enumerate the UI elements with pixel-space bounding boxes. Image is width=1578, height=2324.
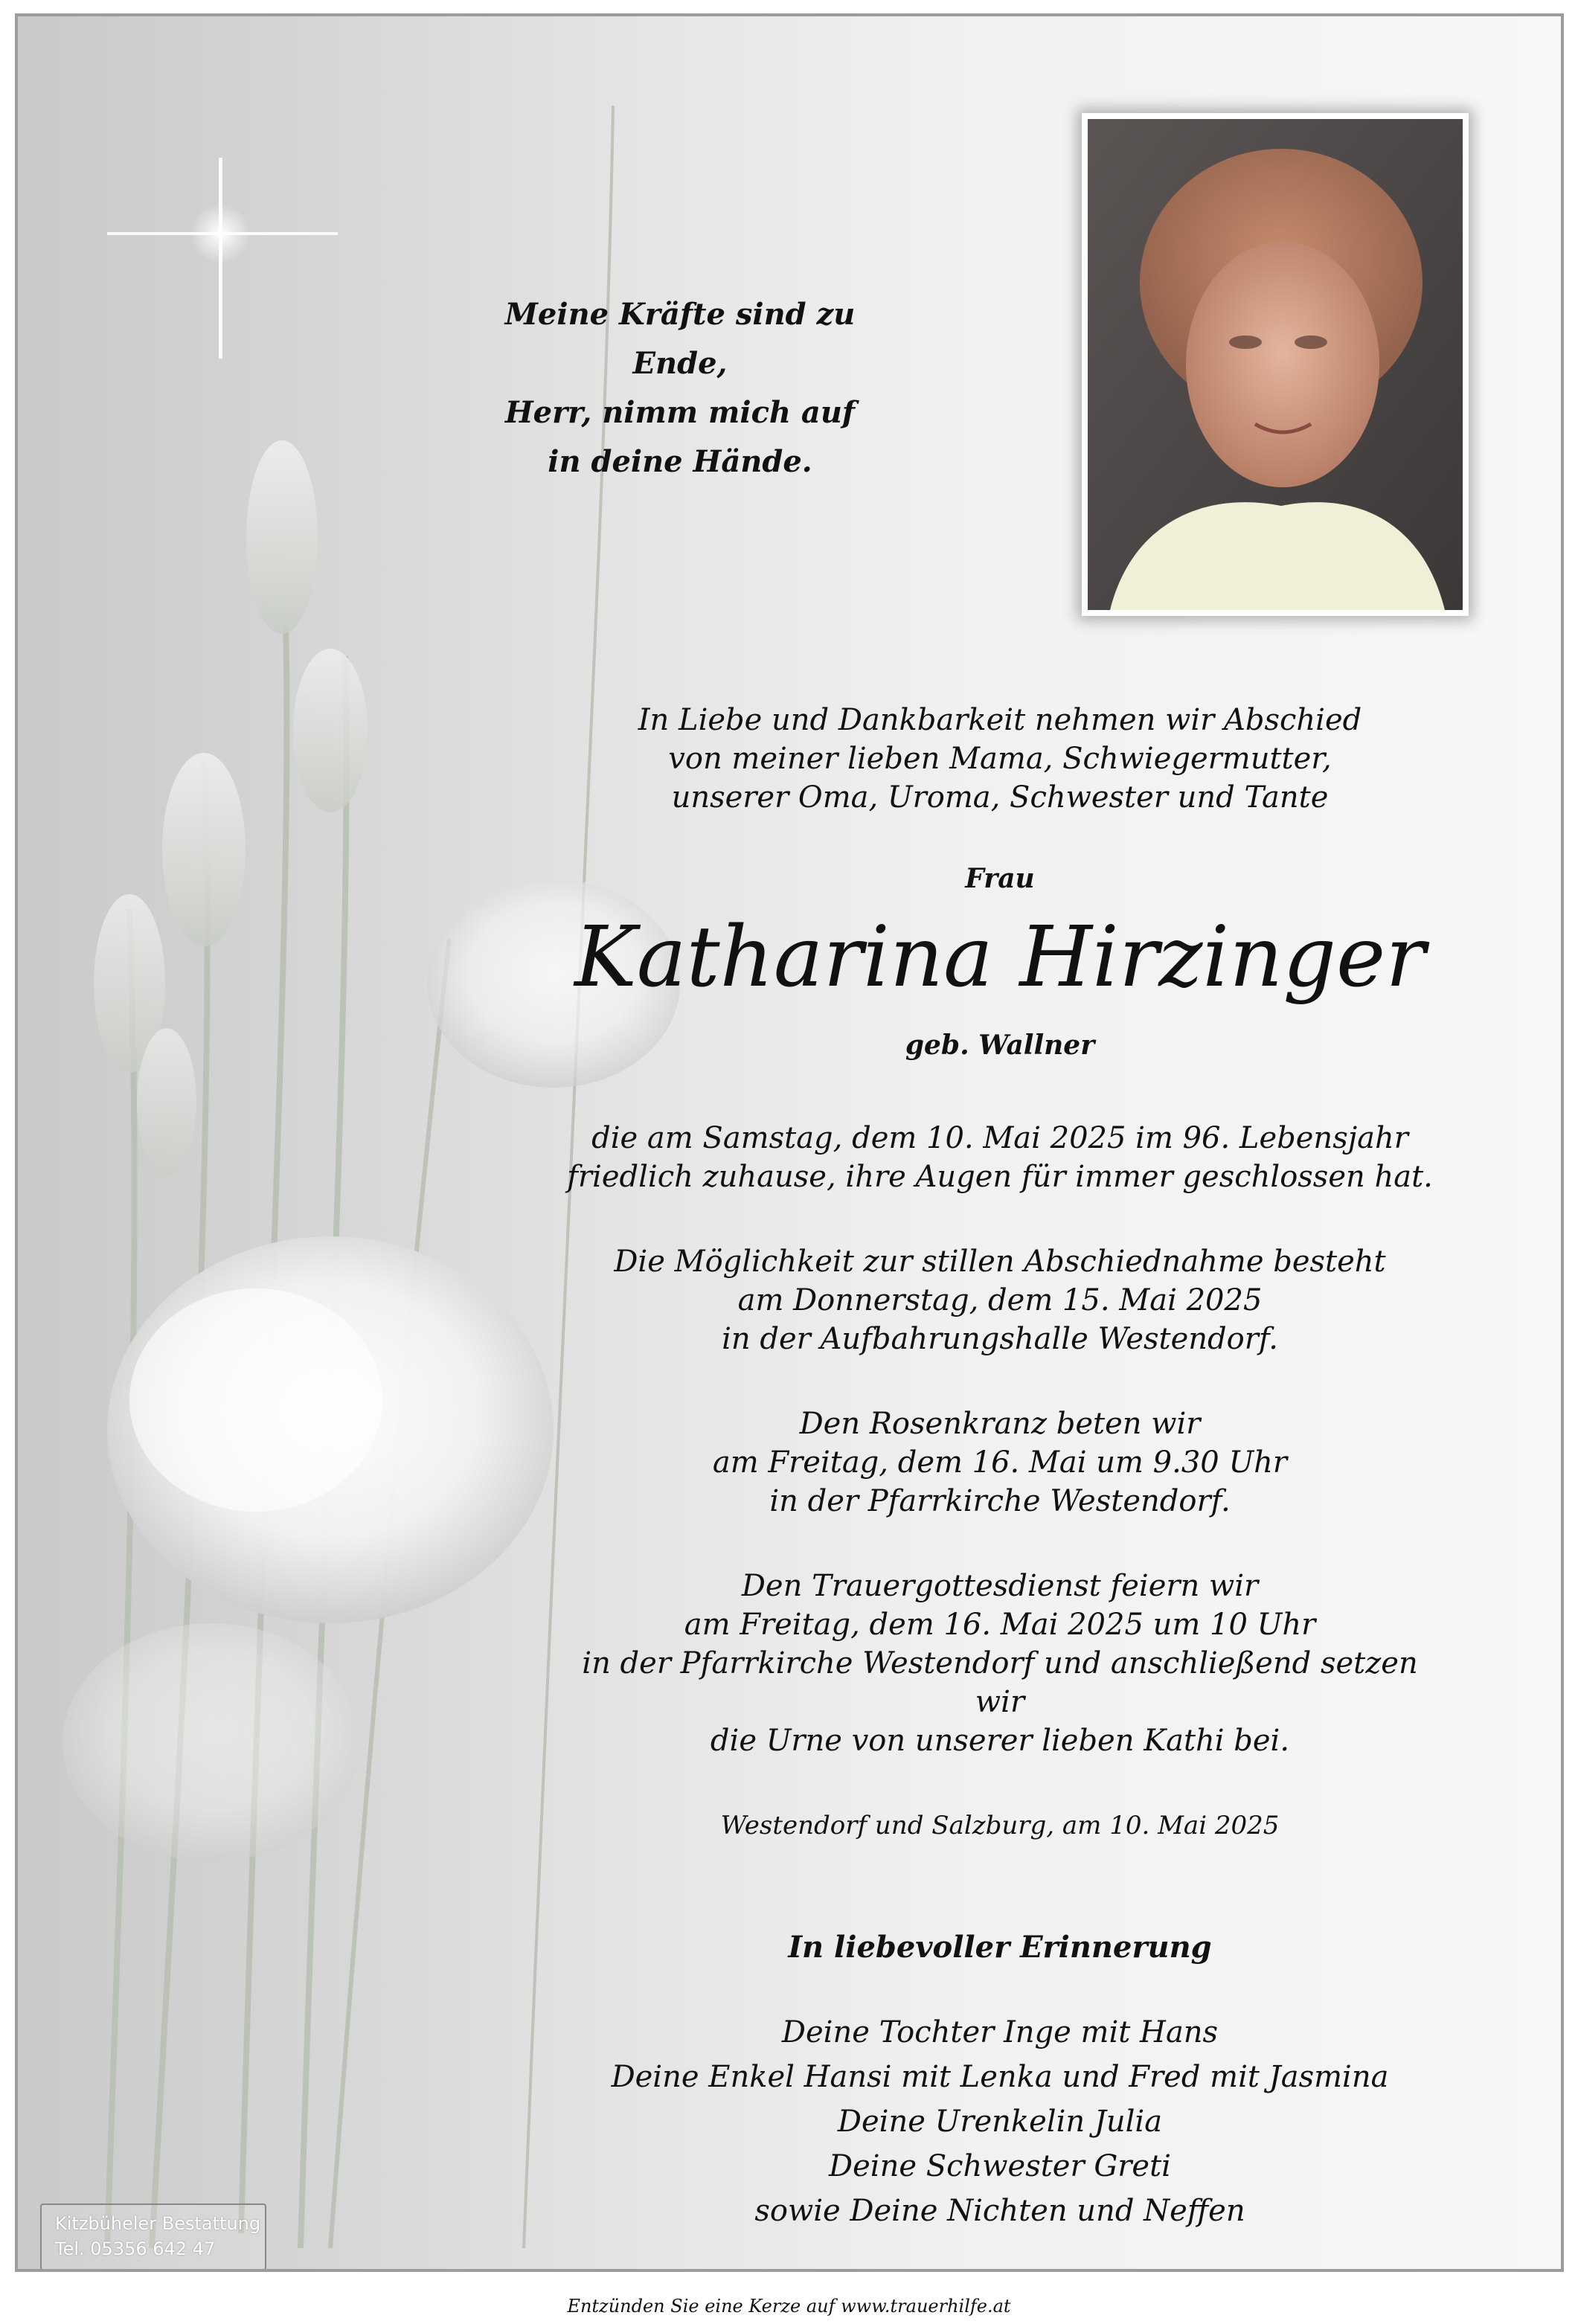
maiden-name: geb. Wallner [905,1030,1095,1061]
funeral-line: Den Trauergottesdienst feiern wir [741,1569,1259,1603]
funeral-home-phone: Tel. 05356 642 47 [55,2238,216,2259]
place-and-date: Westendorf und Salzburg, am 10. Mai 2025 [720,1811,1280,1840]
funeral-home-name: Kitzbüheler Bestattung [55,2213,261,2234]
intro-text [606,701,1394,817]
mourner-line: sowie Deine Nichten und Neffen [754,2194,1245,2228]
funeral-line: in der Pfarrkirche Westendorf und anschließend setzen wir [582,1646,1418,1719]
mourner-line: Deine Urenkelin Julia [837,2105,1163,2139]
portrait-photo [1088,119,1463,610]
rosary-line: in der Pfarrkirche Westendorf. [769,1484,1231,1518]
funeral-line: die Urne von unserer lieben Kathi bei. [710,1724,1290,1758]
intro-line: unserer Oma, Uroma, Schwester und Tante [671,780,1329,815]
farewell-line: in der Aufbahrungshalle Westendorf. [722,1322,1278,1356]
deceased-name: Katharina Hirzinger [574,909,1425,1006]
memory-heading: In liebevoller Erinnerung [788,1930,1212,1965]
quote-line: in deine Hände. [548,444,812,479]
funeral-home-logo [40,2203,266,2270]
mourner-line: Deine Schwester Greti [829,2149,1171,2183]
funeral-service-info [554,1567,1446,1760]
obituary-card [15,13,1564,2272]
portrait-photo-frame [1082,113,1469,616]
mourner-line: Deine Tochter Inge mit Hans [781,2015,1219,2049]
candle-link-footer[interactable]: Entzünden Sie eine Kerze auf www.trauerhilfe.at [567,2296,1011,2317]
farewell-line: Die Möglichkeit zur stillen Abschiednahme besteht [614,1245,1386,1279]
bible-quote [472,290,888,487]
death-notice [554,1119,1446,1196]
rosary-info [554,1405,1446,1521]
quote-line: Meine Kräfte sind zu Ende, [504,297,856,381]
intro-line: In Liebe und Dankbarkeit nehmen wir Abschied [638,703,1362,737]
rosary-line: am Freitag, dem 16. Mai um 9.30 Uhr [712,1445,1288,1480]
notice-line: die am Samstag, dem 10. Mai 2025 im 96. Lebensjahr [591,1121,1408,1155]
notice-line: friedlich zuhause, ihre Augen für immer geschlossen hat. [567,1160,1433,1194]
rosary-line: Den Rosenkranz beten wir [799,1407,1201,1441]
farewell-line: am Donnerstag, dem 15. Mai 2025 [737,1283,1263,1317]
quote-line: Herr, nimm mich auf [504,395,856,430]
honorific: Frau [965,863,1035,894]
funeral-line: am Freitag, dem 16. Mai 2025 um 10 Uhr [684,1608,1316,1642]
mourner-line: Deine Enkel Hansi mit Lenka und Fred mit Jasmina [611,2060,1389,2094]
intro-line: von meiner lieben Mama, Schwiegermutter, [668,742,1332,776]
glowing-cross-icon [18,16,464,463]
mourners-list [554,2010,1446,2233]
farewell-info [554,1242,1446,1358]
